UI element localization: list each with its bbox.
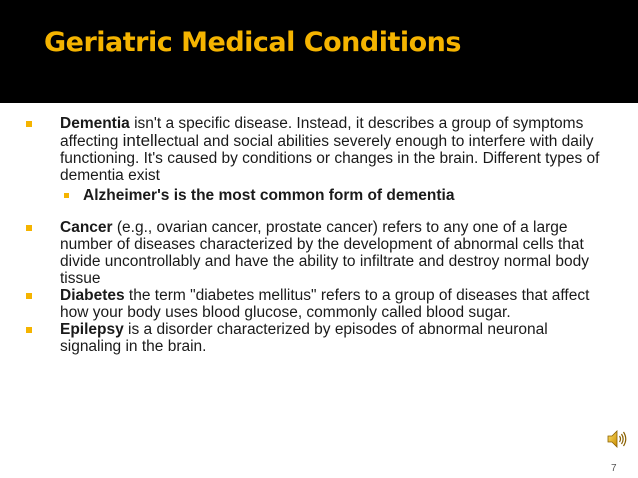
slide-header [0, 0, 638, 103]
epilepsy-text: is a disorder characterized by episodes of abnormal neuronal signaling in the brain. [60, 321, 548, 355]
dementia-text-large: intell [122, 131, 158, 150]
bullet-marker [26, 293, 32, 299]
page-number: 7 [611, 463, 617, 474]
bullet-text [60, 321, 606, 355]
bullet-dementia [26, 115, 606, 184]
bullet-marker [26, 327, 32, 333]
slide-body [26, 115, 606, 355]
bullet-text [60, 219, 606, 287]
cancer-text: (e.g., ovarian cancer, prostate cancer) refers to any one of a large number of diseases characterized by the development of abnormal cells that divide uncontrollably and have the ability to infiltrate and destroy normal body tissue [60, 219, 590, 287]
bullet-marker [26, 121, 32, 127]
bullet-marker [26, 225, 32, 231]
speaker-icon[interactable] [606, 428, 628, 450]
bullet-text [60, 287, 606, 321]
sub-bullet-alzheimers [64, 187, 606, 204]
term-diabetes: Diabetes [60, 287, 125, 304]
bullet-diabetes [26, 287, 606, 321]
term-epilepsy: Epilepsy [60, 321, 124, 338]
slide-title: Geriatric Medical Conditions [44, 27, 461, 58]
sub-bullet-text: Alzheimer's is the most common form of dementia [83, 187, 455, 204]
dementia-text-1: isn't a specific disease. Instead, it describes a group of symptoms affecting [60, 115, 584, 150]
term-cancer: Cancer [60, 219, 113, 236]
dementia-text-2: ectual and social abilities severely enough to interfere with daily functioning. It's caused by conditions or changes in the brain. Different types of dementia exist [60, 133, 600, 184]
bullet-cancer [26, 219, 606, 287]
term-dementia: Dementia [60, 115, 130, 132]
sub-bullet-marker [64, 193, 69, 198]
bullet-epilepsy [26, 321, 606, 355]
bullet-text [60, 115, 606, 184]
diabetes-text: the term "diabetes mellitus" refers to a group of diseases that affect how your body uses blood glucose, commonly called blood sugar. [60, 287, 590, 321]
